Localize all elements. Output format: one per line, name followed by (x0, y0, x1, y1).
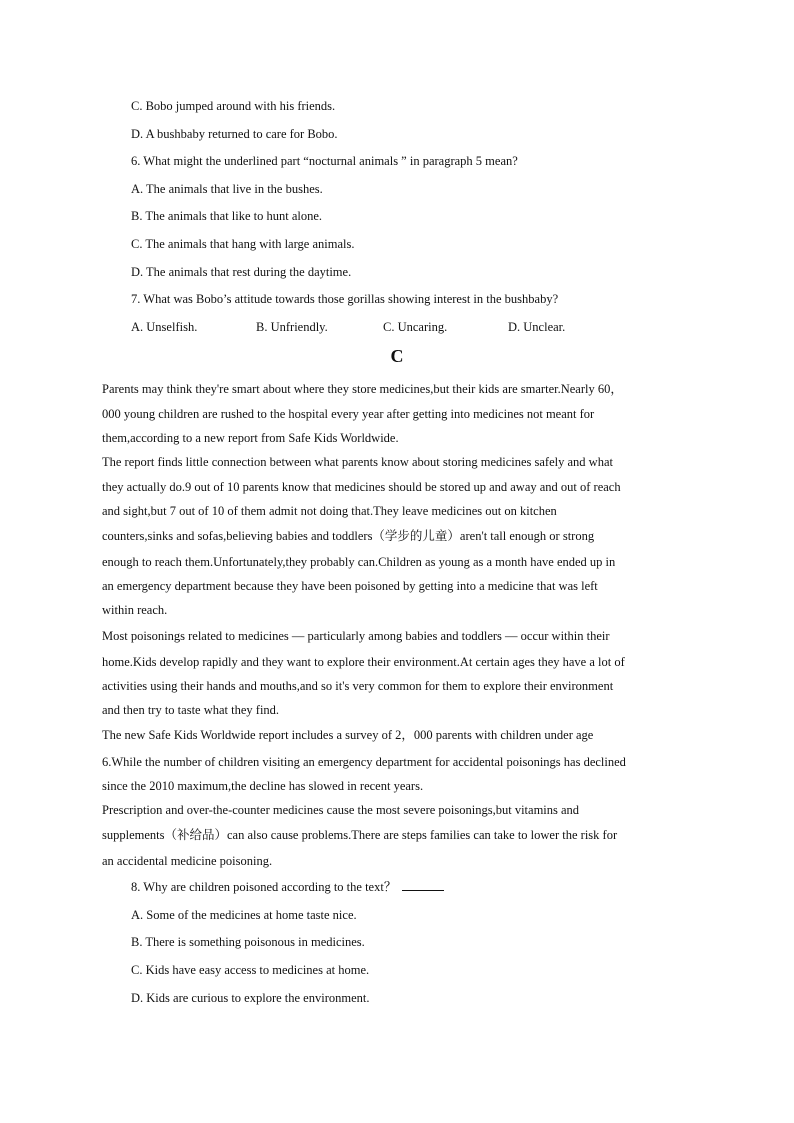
passage-line: Most poisonings related to medicines — particularly among babies and toddlers — occur within their (102, 629, 610, 643)
q8-option-d: D. Kids are curious to explore the environment. (131, 991, 370, 1005)
q7-option-d: D. Unclear. (508, 320, 566, 334)
q5-option-c: C. Bobo jumped around with his friends. (131, 99, 336, 113)
passage-line: The new Safe Kids Worldwide report includes a survey of 2，000 parents with children under age (102, 728, 594, 742)
q7-option-b: B. Unfriendly. (256, 320, 328, 334)
passage-line: Prescription and over-the-counter medicines cause the most severe poisonings,but vitamins and (102, 803, 580, 817)
q6-option-b: B. The animals that like to hunt alone. (131, 209, 323, 223)
q7-option-a: A. Unselfish. (131, 320, 198, 334)
q8-option-a: A. Some of the medicines at home taste nice. (131, 908, 357, 922)
q6-question: 6. What might the underlined part “nocturnal animals ” in paragraph 5 mean? (131, 154, 518, 168)
passage-line: Parents may think they're smart about where they store medicines,but their kids are smarter.Nearly 60， (102, 382, 623, 396)
passage-line: and sight,but 7 out of 10 of them admit not doing that.They leave medicines out on kitchen (102, 504, 557, 518)
passage-line: they actually do.9 out of 10 parents know that medicines should be stored up and away and out of reach (102, 480, 621, 494)
passage-line: since the 2010 maximum,the decline has slowed in recent years. (102, 779, 424, 793)
answer-blank[interactable] (402, 879, 444, 891)
passage-line: The report finds little connection between what parents know about storing medicines safely and what (102, 455, 613, 469)
passage-line: an accidental medicine poisoning. (102, 854, 273, 868)
passage-line: 000 young children are rushed to the hospital every year after getting into medicines not meant for (102, 407, 595, 421)
q8-option-b: B. There is something poisonous in medicines. (131, 935, 365, 949)
q5-option-d: D. A bushbaby returned to care for Bobo. (131, 127, 338, 141)
q7-question: 7. What was Bobo’s attitude towards those gorillas showing interest in the bushbaby? (131, 292, 559, 306)
section-title: C (390, 346, 404, 366)
passage-line: enough to reach them.Unfortunately,they probably can.Children as young as a month have ended up in (102, 555, 616, 569)
q6-option-c: C. The animals that hang with large animals. (131, 237, 355, 251)
passage-line: an emergency department because they have been poisoned by getting into a medicine that was left (102, 579, 598, 593)
passage-line: them,according to a new report from Safe Kids Worldwide. (102, 431, 399, 445)
passage-line: counters,sinks and sofas,believing babies and toddlers（学步的儿童）aren't tall enough or strong (102, 529, 595, 543)
passage-line: within reach. (102, 603, 168, 617)
passage-line: activities using their hands and mouths,and so it's very common for them to explore their environment (102, 679, 614, 693)
q6-option-a: A. The animals that live in the bushes. (131, 182, 323, 196)
q8-option-c: C. Kids have easy access to medicines at home. (131, 963, 370, 977)
q8-question: 8. Why are children poisoned according to the text？ (131, 880, 397, 894)
passage-line: and then try to taste what they find. (102, 703, 280, 717)
passage-line: home.Kids develop rapidly and they want to explore their environment.At certain ages they have a lot of (102, 655, 625, 669)
passage-line: supplements（补给品）can also cause problems.There are steps families can take to lower the risk for (102, 828, 618, 842)
q7-option-c: C. Uncaring. (383, 320, 448, 334)
q8-question-row (131, 879, 444, 895)
passage-line: 6.While the number of children visiting an emergency department for accidental poisonings has declined (102, 755, 626, 769)
q6-option-d: D. The animals that rest during the daytime. (131, 265, 352, 279)
